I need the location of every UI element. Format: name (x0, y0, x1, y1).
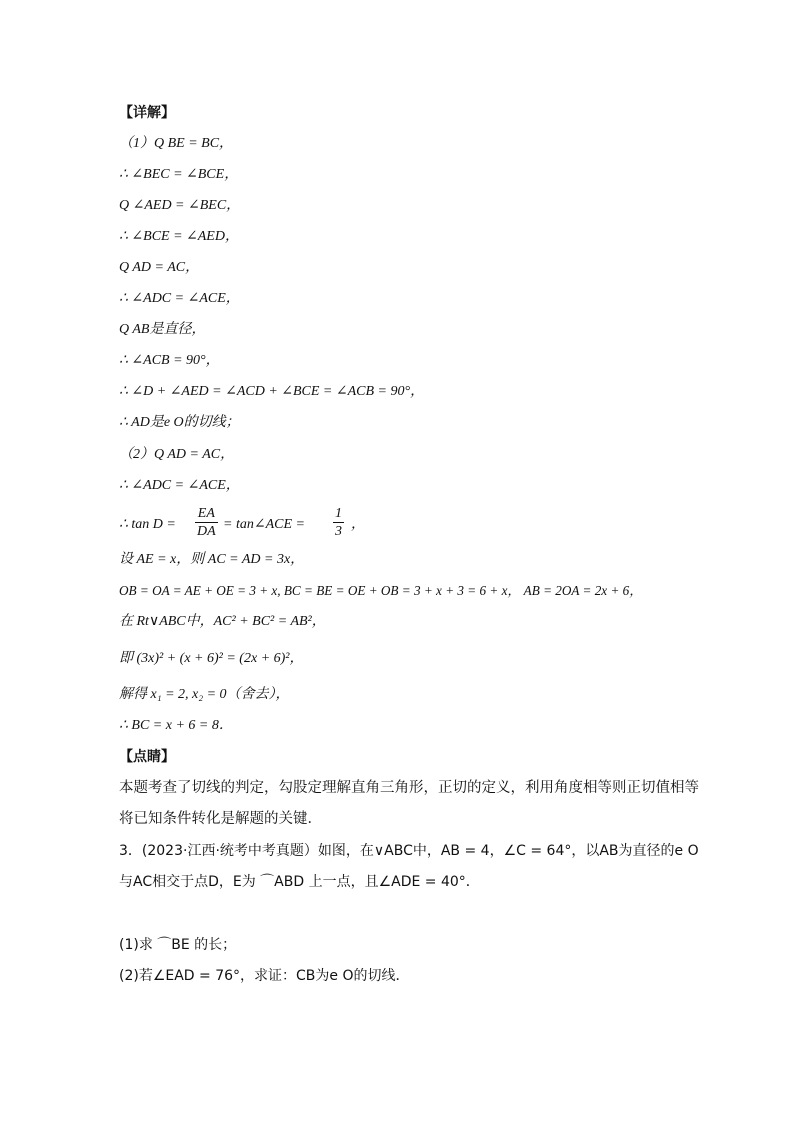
comment-line-2: 将已知条件转化是解题的关键． (119, 811, 322, 827)
part1-line-2: ∴ ∠BEC = ∠BCE， (119, 167, 239, 182)
problem3-line-2: 与AC相交于点D，E为 ⌒ABD 上一点，且∠ADE = 40°． (119, 874, 480, 890)
comment-heading: 【点睛】 (119, 749, 175, 765)
part1-line-10: ∴ AD是e O的切线； (119, 415, 240, 430)
part2-line-6: 在 Rt∨ABC中，AC² + BC² = AB²， (119, 614, 326, 629)
fraction-numerator-1: 1 (335, 506, 342, 521)
fraction-ea-da (195, 505, 218, 540)
part2-line-7: 即 (3x)² + (x + 6)² = (2x + 6)²， (119, 651, 304, 666)
part1-line-7: Q AB是直径， (119, 322, 206, 337)
problem3-question-1: (1)求 ⌒BE 的长； (119, 937, 237, 953)
part2-line-8: 解得 x₁ = 2, x₂ = 0（舍去）， (119, 687, 290, 702)
fraction-denominator-3: 3 (335, 524, 342, 539)
part2-line-2: ∴ ∠ADC = ∠ACE， (119, 478, 240, 493)
comment-line-1: 本题考查了切线的判定，勾股定理解直角三角形，正切的定义，利用角度相等则正切值相等 (119, 780, 699, 796)
part1-line-5: Q AD = AC， (119, 260, 200, 275)
fraction-denominator-da: DA (197, 524, 216, 539)
part2-line-9: ∴ BC = x + 6 = 8． (119, 718, 233, 733)
part1-line-3: Q ∠AED = ∠BEC， (119, 198, 241, 213)
detail-heading: 【详解】 (119, 105, 175, 121)
problem3-line-1: 3．(2023·江西·统考中考真题）如图，在∨ABC中，AB = 4，∠C = 64°，以AB为直径的e O (119, 843, 699, 859)
part1-line-8: ∴ ∠ACB = 90°， (119, 353, 220, 368)
part1-line-9: ∴ ∠D + ∠AED = ∠ACD + ∠BCE = ∠ACB = 90°， (119, 384, 425, 399)
tan-suffix: ， (351, 517, 365, 532)
part2-line-1: （2）Q AD = AC， (119, 447, 235, 462)
part1-line-4: ∴ ∠BCE = ∠AED， (119, 229, 239, 244)
fraction-numerator-ea: EA (195, 505, 218, 523)
fraction-one-third (333, 505, 344, 540)
part2-line-4: 设 AE = x，则 AC = AD = 3x， (119, 552, 305, 567)
tan-prefix: ∴ tan D = (119, 517, 176, 532)
part1-line-6: ∴ ∠ADC = ∠ACE， (119, 291, 240, 306)
part2-line-5: OB = OA = AE + OE = 3 + x, BC = BE = OE + OB = 3 + x + 3 = 6 + x， AB = 2OA = 2x + 6， (119, 583, 643, 598)
part1-line-1: （1）Q BE = BC， (119, 136, 234, 151)
tan-middle: = tan∠ACE = (223, 517, 305, 532)
problem3-question-2: (2)若∠EAD = 76°，求证：CB为e O的切线． (119, 968, 410, 984)
